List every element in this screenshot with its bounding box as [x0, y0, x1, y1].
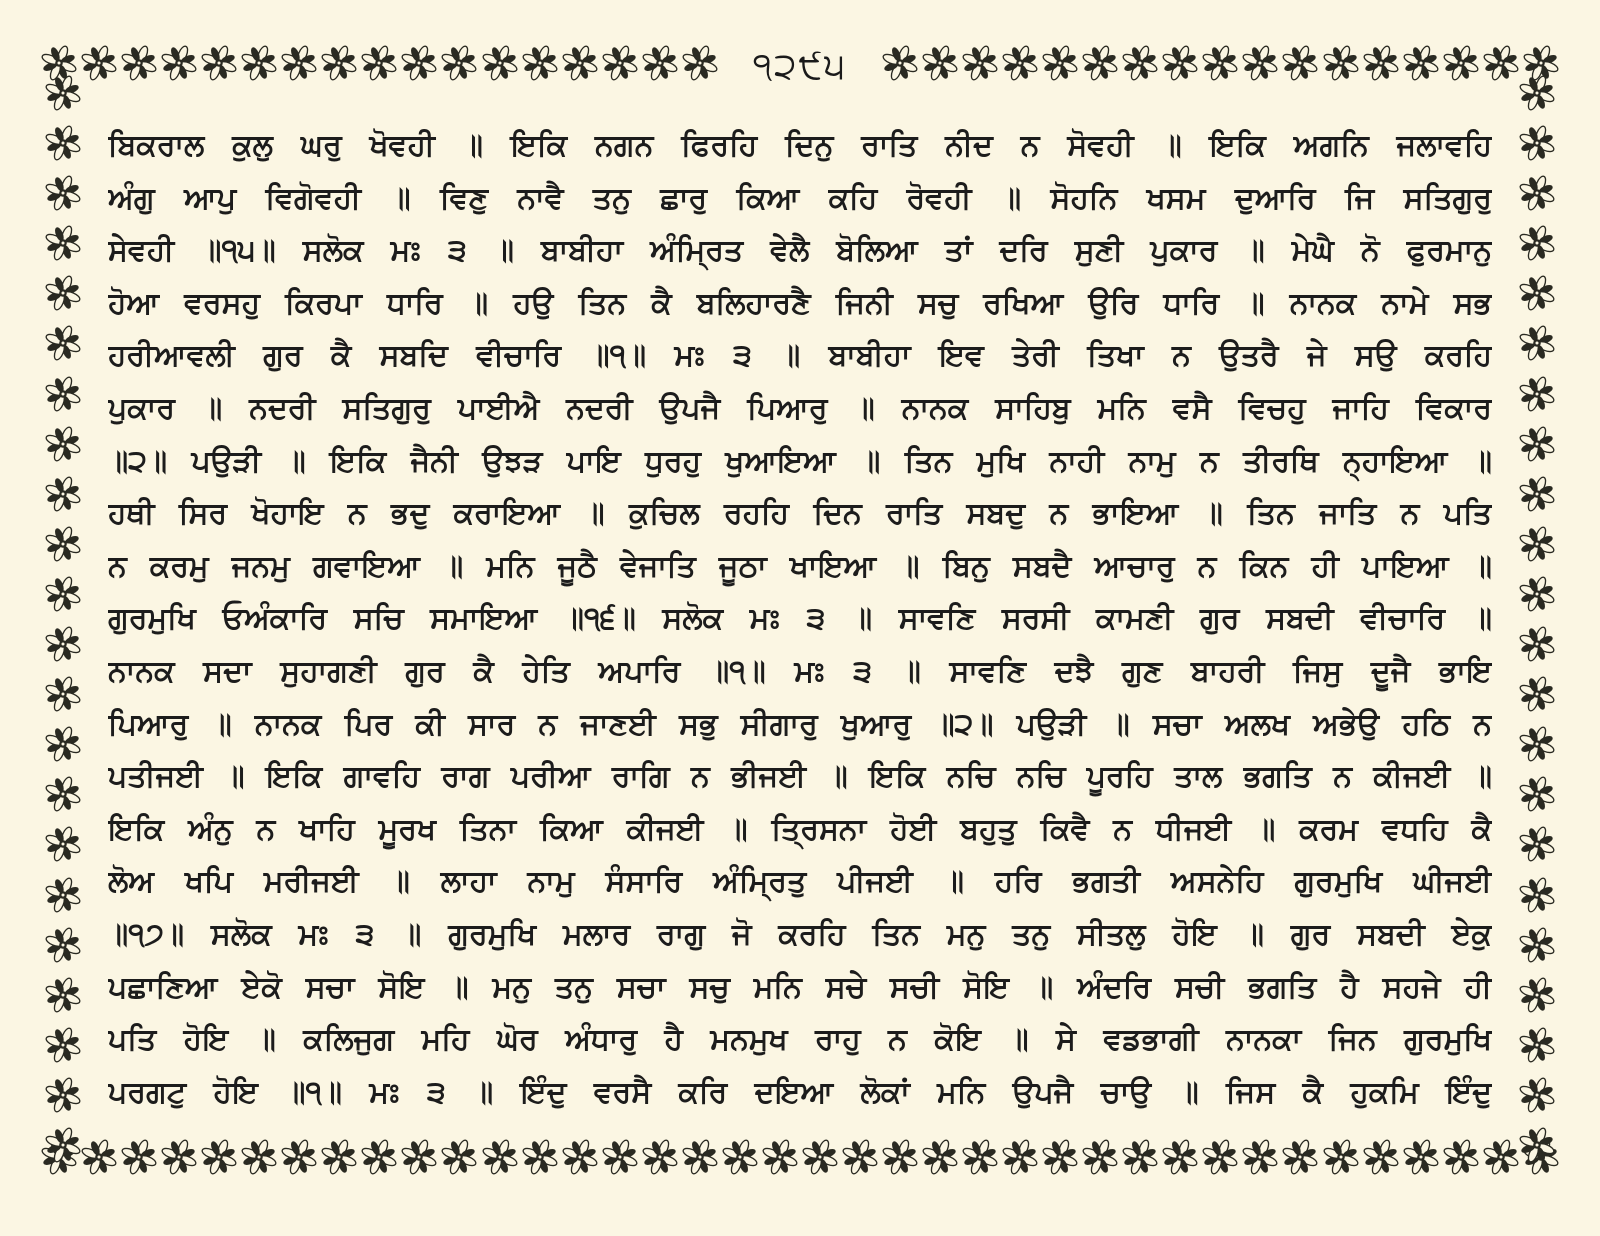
flower-ornament-icon — [1241, 44, 1279, 82]
flower-ornament-icon — [44, 274, 82, 312]
flower-ornament-icon — [44, 1076, 82, 1114]
flower-ornament-icon — [1518, 1126, 1556, 1164]
flower-ornament-icon — [200, 44, 238, 82]
flower-ornament-icon — [440, 1138, 478, 1176]
flower-ornament-icon — [1518, 976, 1556, 1014]
text-line: ਨਾਨਕ ਸਦਾ ਸੁਹਾਗਣੀ ਗੁਰ ਕੈ ਹੇਤਿ ਅਪਾਰਿ ॥੧॥ ਮਃ ੩ ॥ ਸਾਵਣਿ ਦਝੈ ਗੁਣ ਬਾਹਰੀ ਜਿਸੁ ਦੂਜੈ ਭਾਇ — [108, 653, 1492, 689]
text-line: ਇਕਿ ਅੰਨੁ ਨ ਖਾਹਿ ਮੂਰਖ ਤਿਨਾ ਕਿਆ ਕੀਜਈ ॥ ਤ੍ਰਿਸਨਾ ਹੋਈ ਬਹੁਤੁ ਕਿਵੈ ਨ ਧੀਜਈ ॥ ਕਰਮ ਵਧਹਿ ਕੈ — [108, 811, 1492, 847]
flower-ornament-icon — [44, 575, 82, 613]
flower-ornament-icon — [44, 725, 82, 763]
flower-ornament-icon — [721, 1138, 759, 1176]
flower-ornament-icon — [44, 825, 82, 863]
text-line: ਬਿਕਰਾਲ ਕੁਲੁ ਘਰੁ ਖੋਵਹੀ ॥ ਇਕਿ ਨਗਨ ਫਿਰਹਿ ਦਿਨੁ ਰਾਤਿ ਨੀਦ ਨ ਸੋਵਹੀ ॥ ਇਕਿ ਅਗਨਿ ਜਲਾਵਹਿ — [108, 128, 1492, 163]
flower-ornament-icon — [44, 174, 82, 212]
text-line: ਅੰਗੁ ਆਪੁ ਵਿਗੋਵਹੀ ॥ ਵਿਣੁ ਨਾਵੈ ਤਨੁ ਛਾਰੁ ਕਿਆ ਕਹਿ ਰੋਵਹੀ ॥ ਸੋਹਨਿ ਖਸਮ ਦੁਆਰਿ ਜਿ ਸਤਿਗੁਰੁ — [108, 180, 1492, 216]
flower-ornament-icon — [1518, 625, 1556, 663]
flower-ornament-icon — [240, 44, 278, 82]
flower-ornament-icon — [1518, 174, 1556, 212]
flower-ornament-icon — [1402, 1138, 1440, 1176]
flower-ornament-icon — [881, 44, 919, 82]
scripture-text — [108, 120, 1492, 1119]
flower-ornament-icon — [1518, 775, 1556, 813]
flower-ornament-icon — [841, 1138, 879, 1176]
flower-ornament-icon — [921, 1138, 959, 1176]
flower-ornament-icon — [1201, 1138, 1239, 1176]
flower-ornament-icon — [641, 44, 679, 82]
flower-ornament-icon — [801, 1138, 839, 1176]
flower-ornament-icon — [1402, 44, 1440, 82]
text-line: ਗੁਰਮੁਖਿ ਓਅੰਕਾਰਿ ਸਚਿ ਸਮਾਇਆ ॥੧੬॥ ਸਲੋਕ ਮਃ ੩ ॥ ਸਾਵਣਿ ਸਰਸੀ ਕਾਮਣੀ ਗੁਰ ਸਬਦੀ ਵੀਚਾਰਿ ॥ — [108, 601, 1492, 637]
flower-ornament-icon — [1518, 725, 1556, 763]
flower-ornament-icon — [1442, 1138, 1480, 1176]
text-line: ਨ ਕਰਮੁ ਜਨਮੁ ਗਵਾਇਆ ॥ ਮਨਿ ਜੂਠੈ ਵੇਜਾਤਿ ਜੂਠਾ ਖਾਇਆ ॥ ਬਿਨੁ ਸਬਦੈ ਆਚਾਰੁ ਨ ਕਿਨ ਹੀ ਪਾਇਆ ॥ — [108, 548, 1492, 584]
flower-ornament-icon — [280, 1138, 318, 1176]
flower-ornament-icon — [561, 44, 599, 82]
flower-ornament-icon — [1518, 1076, 1556, 1114]
flower-ornament-icon — [1201, 44, 1239, 82]
flower-ornament-icon — [120, 44, 158, 82]
flower-ornament-icon — [521, 44, 559, 82]
flower-ornament-icon — [400, 44, 438, 82]
flower-ornament-icon — [1518, 876, 1556, 914]
flower-ornament-icon — [961, 44, 999, 82]
flower-ornament-icon — [1518, 525, 1556, 563]
flower-ornament-icon — [1161, 1138, 1199, 1176]
flower-ornament-icon — [1281, 1138, 1319, 1176]
text-line: ॥੨॥ ਪਉੜੀ ॥ ਇਕਿ ਜੈਨੀ ਉਝੜ ਪਾਇ ਧੁਰਹੁ ਖੁਆਇਆ ॥ ਤਿਨ ਮੁਖਿ ਨਾਹੀ ਨਾਮੁ ਨ ਤੀਰਥਿ ਨ੍ਹਾਇਆ ॥ — [108, 443, 1492, 479]
text-line: ਪਿਆਰੁ ॥ ਨਾਨਕ ਪਿਰ ਕੀ ਸਾਰ ਨ ਜਾਣਈ ਸਭੁ ਸੀਗਾਰੁ ਖੁਆਰੁ ॥੨॥ ਪਉੜੀ ॥ ਸਚਾ ਅਲਖ ਅਭੇਉ ਹਠਿ ਨ — [108, 706, 1492, 742]
flower-ornament-icon — [440, 44, 478, 82]
flower-ornament-icon — [44, 124, 82, 162]
flower-ornament-icon — [601, 44, 639, 82]
flower-ornament-icon — [1442, 44, 1480, 82]
flower-ornament-icon — [1518, 926, 1556, 964]
flower-ornament-icon — [1518, 825, 1556, 863]
flower-ornament-icon — [1518, 675, 1556, 713]
flower-ornament-icon — [200, 1138, 238, 1176]
flower-ornament-icon — [481, 44, 519, 82]
flower-ornament-icon — [1041, 1138, 1079, 1176]
flower-ornament-icon — [1322, 1138, 1360, 1176]
flower-ornament-icon — [320, 44, 358, 82]
flower-ornament-icon — [240, 1138, 278, 1176]
text-line: ਪਤਿ ਹੋਇ ॥ ਕਲਿਜੁਗ ਮਹਿ ਘੋਰ ਅੰਧਾਰੁ ਹੈ ਮਨਮੁਖ ਰਾਹੁ ਨ ਕੋਇ ॥ ਸੇ ਵਡਭਾਗੀ ਨਾਨਕਾ ਜਿਨ ਗੁਰਮੁਖਿ — [108, 1022, 1492, 1058]
flower-ornament-icon — [1518, 124, 1556, 162]
text-line: ॥੧੭॥ ਸਲੋਕ ਮਃ ੩ ॥ ਗੁਰਮੁਖਿ ਮਲਾਰ ਰਾਗੁ ਜੋ ਕਰਹਿ ਤਿਨ ਮਨੁ ਤਨੁ ਸੀਤਲੁ ਹੋਇ ॥ ਗੁਰ ਸਬਦੀ ਏਕੁ — [108, 916, 1492, 952]
flower-ornament-icon — [881, 1138, 919, 1176]
flower-ornament-icon — [44, 74, 82, 112]
flower-ornament-icon — [44, 425, 82, 463]
flower-ornament-icon — [1281, 44, 1319, 82]
flower-ornament-icon — [1362, 1138, 1400, 1176]
flower-ornament-icon — [1121, 1138, 1159, 1176]
text-line: ਪਤੀਜਈ ॥ ਇਕਿ ਗਾਵਹਿ ਰਾਗ ਪਰੀਆ ਰਾਗਿ ਨ ਭੀਜਈ ॥ ਇਕਿ ਨਚਿ ਨਚਿ ਪੂਰਹਿ ਤਾਲ ਭਗਤਿ ਨ ਕੀਜਈ ॥ — [108, 759, 1492, 795]
flower-ornament-icon — [1081, 44, 1119, 82]
text-line: ਪਰਗਟੁ ਹੋਇ ॥੧॥ ਮਃ ੩ ॥ ਇੰਦੁ ਵਰਸੈ ਕਰਿ ਦਇਆ ਲੋਕਾਂ ਮਨਿ ਉਪਜੈ ਚਾਉ ॥ ਜਿਸ ਕੈ ਹੁਕਮਿ ਇੰਦੁ — [108, 1074, 1492, 1110]
flower-ornament-icon — [44, 224, 82, 262]
flower-ornament-icon — [44, 324, 82, 362]
flower-ornament-icon — [1081, 1138, 1119, 1176]
flower-ornament-icon — [1001, 1138, 1039, 1176]
page-number: ੧੨੯੫ — [718, 44, 882, 90]
flower-ornament-icon — [44, 375, 82, 413]
flower-ornament-icon — [521, 1138, 559, 1176]
flower-ornament-icon — [160, 1138, 198, 1176]
flower-ornament-icon — [1518, 475, 1556, 513]
flower-ornament-icon — [360, 44, 398, 82]
right-floral-border — [1514, 74, 1560, 1164]
text-line: ਪਛਾਣਿਆ ਏਕੋ ਸਚਾ ਸੋਇ ॥ ਮਨੁ ਤਨੁ ਸਚਾ ਸਚੁ ਮਨਿ ਸਚੇ ਸਚੀ ਸੋਇ ॥ ਅੰਦਰਿ ਸਚੀ ਭਗਤਿ ਹੈ ਸਹਜੇ ਹੀ — [108, 969, 1492, 1005]
left-floral-border — [40, 74, 86, 1164]
flower-ornament-icon — [961, 1138, 999, 1176]
flower-ornament-icon — [44, 1126, 82, 1164]
flower-ornament-icon — [160, 44, 198, 82]
flower-ornament-icon — [641, 1138, 679, 1176]
flower-ornament-icon — [681, 44, 719, 82]
flower-ornament-icon — [120, 1138, 158, 1176]
flower-ornament-icon — [1041, 44, 1079, 82]
flower-ornament-icon — [44, 525, 82, 563]
flower-ornament-icon — [1518, 575, 1556, 613]
flower-ornament-icon — [761, 1138, 799, 1176]
flower-ornament-icon — [44, 926, 82, 964]
flower-ornament-icon — [44, 625, 82, 663]
flower-ornament-icon — [44, 775, 82, 813]
flower-ornament-icon — [681, 1138, 719, 1176]
flower-ornament-icon — [1518, 1026, 1556, 1064]
flower-ornament-icon — [44, 1026, 82, 1064]
flower-ornament-icon — [1121, 44, 1159, 82]
flower-ornament-icon — [1362, 44, 1400, 82]
flower-ornament-icon — [561, 1138, 599, 1176]
flower-ornament-icon — [1518, 375, 1556, 413]
text-line: ਪੁਕਾਰ ॥ ਨਦਰੀ ਸਤਿਗੁਰੁ ਪਾਈਐ ਨਦਰੀ ਉਪਜੈ ਪਿਆਰੁ ॥ ਨਾਨਕ ਸਾਹਿਬੁ ਮਨਿ ਵਸੈ ਵਿਚਹੁ ਜਾਹਿ ਵਿਕਾਰ — [108, 390, 1492, 426]
flower-ornament-icon — [44, 675, 82, 713]
text-line: ਸੇਵਹੀ ॥੧੫॥ ਸਲੋਕ ਮਃ ੩ ॥ ਬਾਬੀਹਾ ਅੰਮ੍ਰਿਤ ਵੇਲੈ ਬੋਲਿਆ ਤਾਂ ਦਰਿ ਸੁਣੀ ਪੁਕਾਰ ॥ ਮੇਘੈ ਨੋ ਫੁਰਮਾਨੁ — [108, 233, 1492, 269]
flower-ornament-icon — [481, 1138, 519, 1176]
flower-ornament-icon — [1322, 44, 1360, 82]
flower-ornament-icon — [44, 876, 82, 914]
flower-ornament-icon — [44, 475, 82, 513]
flower-ornament-icon — [320, 1138, 358, 1176]
flower-ornament-icon — [1518, 425, 1556, 463]
flower-ornament-icon — [1161, 44, 1199, 82]
flower-ornament-icon — [921, 44, 959, 82]
text-line: ਲੋਅ ਖਪਿ ਮਰੀਜਈ ॥ ਲਾਹਾ ਨਾਮੁ ਸੰਸਾਰਿ ਅੰਮ੍ਰਿਤੁ ਪੀਜਈ ॥ ਹਰਿ ਭਗਤੀ ਅਸਨੇਹਿ ਗੁਰਮੁਖਿ ਘੀਜਈ — [108, 864, 1492, 900]
flower-ornament-icon — [44, 976, 82, 1014]
flower-ornament-icon — [1241, 1138, 1279, 1176]
flower-ornament-icon — [400, 1138, 438, 1176]
flower-ornament-icon — [601, 1138, 639, 1176]
flower-ornament-icon — [1518, 324, 1556, 362]
text-line: ਹਰੀਆਵਲੀ ਗੁਰ ਕੈ ਸਬਦਿ ਵੀਚਾਰਿ ॥੧॥ ਮਃ ੩ ॥ ਬਾਬੀਹਾ ਇਵ ਤੇਰੀ ਤਿਖਾ ਨ ਉਤਰੈ ਜੇ ਸਉ ਕਰਹਿ — [108, 338, 1492, 374]
flower-ornament-icon — [360, 1138, 398, 1176]
flower-ornament-icon — [1001, 44, 1039, 82]
flower-ornament-icon — [1518, 224, 1556, 262]
flower-ornament-icon — [280, 44, 318, 82]
bottom-floral-border — [40, 1134, 1560, 1180]
text-line: ਹਥੀ ਸਿਰ ਖੋਹਾਇ ਨ ਭਦੁ ਕਰਾਇਆ ॥ ਕੁਚਿਲ ਰਹਹਿ ਦਿਨ ਰਾਤਿ ਸਬਦੁ ਨ ਭਾਇਆ ॥ ਤਿਨ ਜਾਤਿ ਨ ਪਤਿ — [108, 496, 1492, 532]
flower-ornament-icon — [1518, 74, 1556, 112]
flower-ornament-icon — [1518, 274, 1556, 312]
text-line: ਹੋਆ ਵਰਸਹੁ ਕਿਰਪਾ ਧਾਰਿ ॥ ਹਉ ਤਿਨ ਕੈ ਬਲਿਹਾਰਣੈ ਜਿਨੀ ਸਚੁ ਰਖਿਆ ਉਰਿ ਧਾਰਿ ॥ ਨਾਨਕ ਨਾਮੇ ਸਭ — [108, 285, 1492, 321]
